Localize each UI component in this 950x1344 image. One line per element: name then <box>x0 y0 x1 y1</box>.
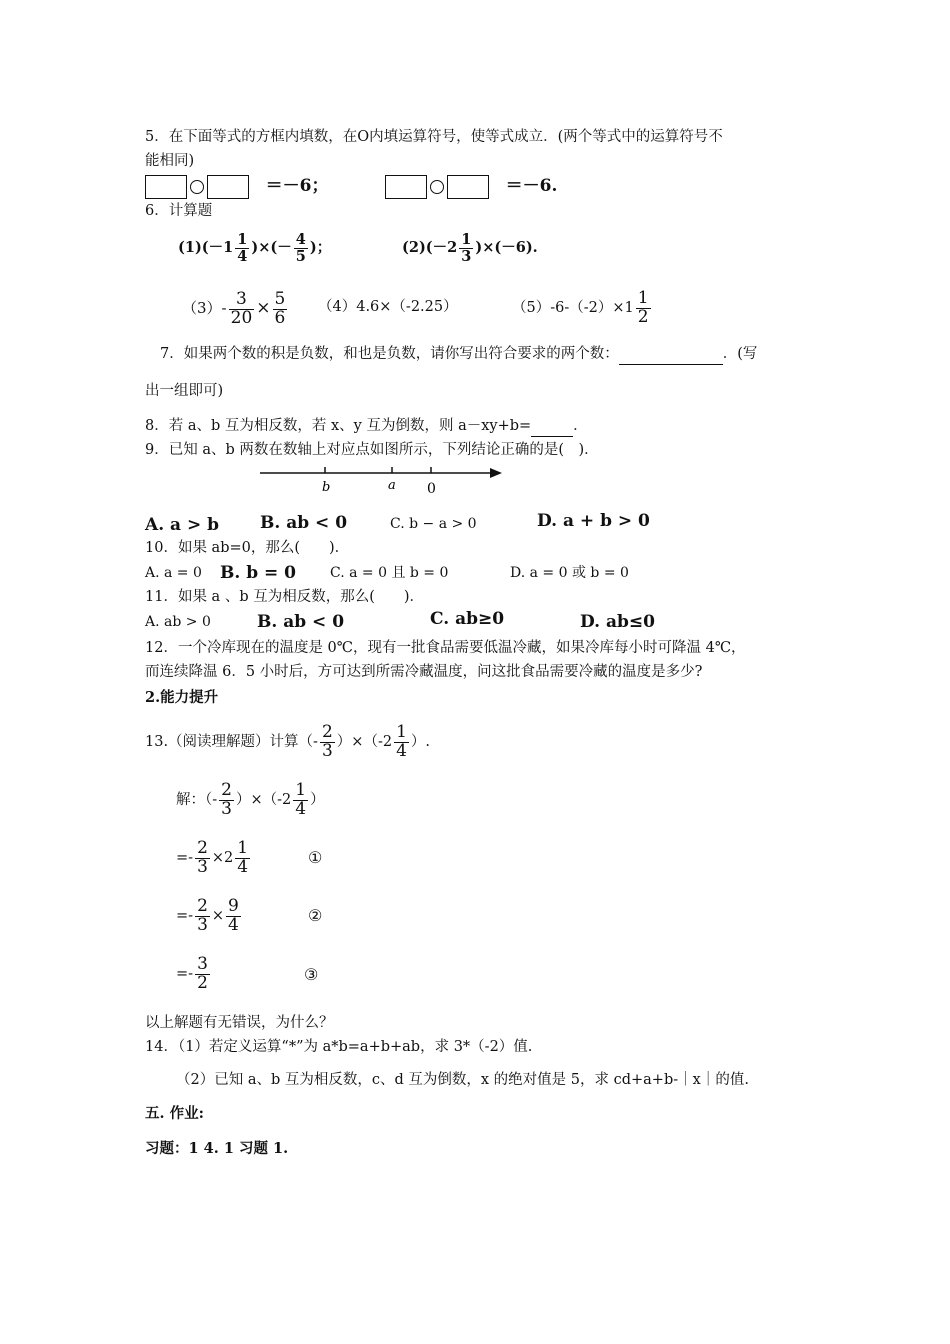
q7-text: 7．如果两个数的积是负数，和也是负数，请你写出符合要求的两个数： ．(写 <box>160 344 757 365</box>
answer-box <box>145 175 187 199</box>
q6-part1: (1)(－1 $\frac{1}{4}$ )×(－ $\frac{4}{5}$ )； <box>178 231 332 265</box>
point-label-zero: 0 <box>427 481 436 497</box>
section-heading: 2.能力提升 <box>145 689 219 706</box>
answer-blank <box>531 416 573 437</box>
q10-option-b: B. b = 0 <box>220 563 297 583</box>
q10-option-d: D. a = 0 或 b = 0 <box>510 565 629 581</box>
fraction: $\frac{1}{4}$ <box>396 721 407 761</box>
q11-option-b: B. ab < 0 <box>257 612 345 632</box>
fraction: $\frac{2}{3}$ <box>321 721 333 761</box>
q6-part5: （5）-6-（-2）×1 $\frac{1}{2}$ <box>512 287 649 327</box>
fraction: $\frac{1}{4}$ <box>295 779 307 819</box>
q9-option-c: C. b − a > 0 <box>390 516 477 532</box>
q13-question: 以上解题有无错误，为什么？ <box>145 1015 334 1031</box>
point-label-a: a <box>388 478 396 493</box>
q6-part2: (2)(－2 $\frac{1}{3}$ )×(－6). <box>402 231 538 265</box>
q13-step-2: =- $\frac{2}{3}$ × $\frac{9}{4}$ <box>176 895 239 935</box>
equation-rhs: ＝－6； <box>265 176 329 196</box>
fraction: $\frac{1}{4}$ <box>237 837 249 877</box>
operator-circle <box>190 180 204 194</box>
fraction: $\frac{1}{4}$ <box>237 231 248 265</box>
answer-box <box>447 175 489 199</box>
answer-box <box>385 175 427 199</box>
q5-equation-1 <box>145 175 328 199</box>
homework-line: 习题：1 4. 1 习题 1. <box>145 1140 289 1157</box>
q14-part1: 14．（1）若定义运算“*”为 a*b=a+b+ab，求 3*（-2）值. <box>145 1039 533 1055</box>
q11-option-a: A. ab > 0 <box>145 614 211 630</box>
q12-text: 12．一个冷库现在的温度是 0℃，现有一批食品需要低温冷藏，如果冷库每小时可降温 4℃， <box>145 640 746 656</box>
fraction: $\frac{2}{3}$ <box>197 837 208 877</box>
q14-part2: （2）已知 a、b 互为相反数，c、d 互为倒数，x 的绝对值是 5，求 cd+a+b-｜x｜的值. <box>176 1072 749 1088</box>
equation-rhs: ＝－6. <box>505 176 558 196</box>
q10-option-a: A. a = 0 <box>145 565 202 581</box>
fraction: $\frac{5}{6}$ <box>274 288 286 328</box>
q13-step-3: =- $\frac{3}{2}$ <box>176 953 208 993</box>
q11-option-d: D. ab≤0 <box>580 612 655 632</box>
step-marker: ① <box>308 848 323 867</box>
point-label-b: b <box>322 480 331 495</box>
fraction: $\frac{1}{3}$ <box>461 231 472 265</box>
q5-text: 5．在下面等式的方框内填数，在О内填运算符号，使等式成立．(两个等式中的运算符号不 <box>145 129 723 145</box>
section-heading: 五. 作业: <box>145 1105 204 1122</box>
q6-title: 6．计算题 <box>145 203 213 219</box>
q12-text-cont: 而连续降温 6．5 小时后，方可达到所需冷藏温度，问这批食品需要冷藏的温度是多少? <box>145 664 703 680</box>
q7-text-cont: 出一组即可) <box>145 383 224 399</box>
q6-part4: （4）4.6×（-2.25） <box>318 299 458 315</box>
q9-text: 9．已知 a、b 两数在数轴上对应点如图所示，下列结论正确的是( )． <box>145 442 599 458</box>
fraction: $\frac{4}{5}$ <box>295 231 306 265</box>
q9-option-a: A. a > b <box>145 515 220 535</box>
q10-text: 10．如果 ab=0，那么( )． <box>145 540 350 556</box>
answer-blank <box>619 344 723 365</box>
q9-option-b: B. ab < 0 <box>260 513 348 533</box>
q8-text: 8．若 a、b 互为相反数，若 x、y 互为倒数，则 a－xy+b= ． <box>145 416 588 437</box>
fraction: $\frac{1}{2}$ <box>637 287 649 327</box>
q6-part3: （3）- $\frac{3}{20}$ × $\frac{5}{6}$ <box>182 288 286 328</box>
fraction: $\frac{9}{4}$ <box>228 895 239 935</box>
fraction: $\frac{2}{3}$ <box>221 779 232 819</box>
q10-option-c: C. a = 0 且 b = 0 <box>330 565 449 581</box>
q5-equation-2 <box>385 175 557 199</box>
fraction: $\frac{3}{20}$ <box>230 288 253 328</box>
q5-text-cont: 能相同) <box>145 153 195 169</box>
number-line <box>250 462 510 498</box>
q13-step-1: =- $\frac{2}{3}$ ×2 $\frac{1}{4}$ <box>176 837 249 877</box>
q13-solution-line: 解：（- $\frac{2}{3}$ ）×（-2 $\frac{1}{4}$ ） <box>176 779 325 819</box>
fraction: $\frac{3}{2}$ <box>197 953 208 993</box>
q9-option-d: D. a + b > 0 <box>537 511 650 531</box>
q11-text: 11．如果 a 、b 互为相反数，那么( )． <box>145 589 425 605</box>
step-marker: ② <box>308 906 323 925</box>
step-marker: ③ <box>304 965 319 984</box>
operator-circle <box>430 180 444 194</box>
q11-option-c: C. ab≥0 <box>430 609 505 629</box>
q13-text: 13.（阅读理解题）计算（- $\frac{2}{3}$ ）×（-2 $\frac{1}{4}$ ）. <box>145 721 431 761</box>
answer-box <box>207 175 249 199</box>
fraction: $\frac{2}{3}$ <box>197 895 208 935</box>
